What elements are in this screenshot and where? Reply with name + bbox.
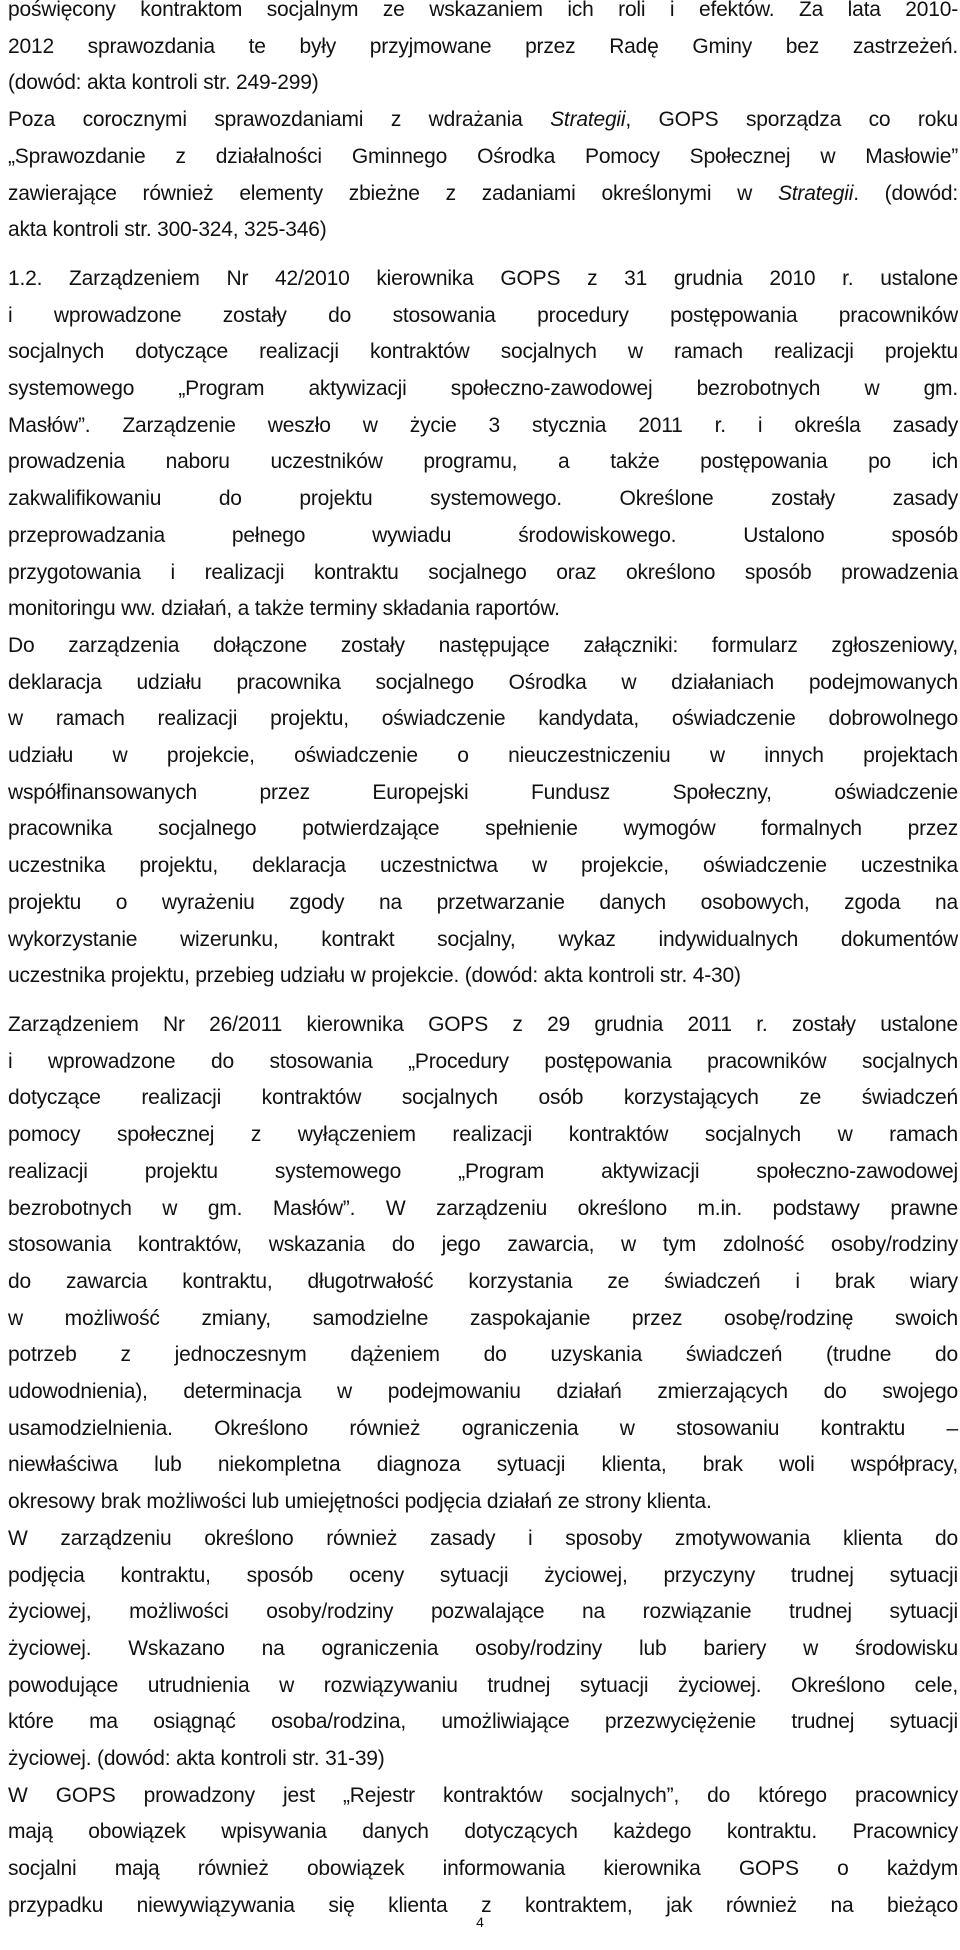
text-line: do zawarcia kontraktu, długotrwałość korzystania ze świadczeń i brak wiary: [8, 1269, 958, 1293]
text-line: pomocy społecznej z wyłączeniem realizacji kontraktów socjalnych w ramach: [8, 1123, 958, 1147]
text-line: usamodzielnienia. Określono również ograniczenia w stosowaniu kontraktu –: [8, 1416, 958, 1440]
text-line: Zarządzeniem Nr 26/2011 kierownika GOPS z 29 grudnia 2011 r. zostały ustalone: [8, 1012, 958, 1036]
text-line: powodujące utrudnienia w rozwiązywaniu trudnej sytuacji życiowej. Określono cele,: [8, 1673, 958, 1697]
text-line: W zarządzeniu określono również zasady i sposoby zmotywowania klienta do: [8, 1526, 958, 1550]
emphasis-strategy: Strategii: [777, 181, 854, 205]
text-line: udziału w projekcie, oświadczenie o nieuczestniczeniu w innych projektach: [8, 744, 958, 768]
text-run: . (dowód:: [853, 181, 958, 205]
text-line: Do zarządzenia dołączone zostały następujące załączniki: formularz zgłoszeniowy,: [8, 633, 958, 657]
text-line: socjalni mają również obowiązek informowania kierownika GOPS o każdym: [8, 1857, 958, 1881]
emphasis-strategy: Strategii: [550, 108, 626, 132]
text-line: które ma osiągnąć osoba/rodzina, umożliwiające przezwyciężenie trudnej sytuacji: [8, 1710, 958, 1734]
text-line: uczestnika projektu, deklaracja uczestnictwa w projekcie, oświadczenie uczestnika: [8, 854, 958, 878]
paragraph-client-motivation: [8, 1521, 958, 1778]
text-line: W GOPS prowadzony jest „Rejestr kontraktów socjalnych”, do którego pracownicy: [8, 1783, 958, 1807]
text-line: potrzeb z jednoczesnym dążeniem do uzyskania świadczeń (trudne do: [8, 1343, 958, 1367]
text-line: życiowej, możliwości osoby/rodziny pozwalające na rozwiązanie trudnej sytuacji: [8, 1600, 958, 1624]
text-line: mają obowiązek wpisywania danych dotyczących każdego kontraktu. Pracownicy: [8, 1820, 958, 1844]
text-line: życiowej. (dowód: akta kontroli str. 31-39): [8, 1747, 385, 1771]
text-line: dotyczące realizacji kontraktów socjalnych osób korzystających ze świadczeń: [8, 1086, 958, 1110]
text-line: w ramach realizacji projektu, oświadczenie kandydata, oświadczenie dobrowolnego: [8, 707, 958, 731]
text-line: uczestnika projektu, przebieg udziału w projekcie. (dowód: akta kontroli str. 4-30): [8, 964, 741, 988]
paragraph-ordinance-26-2011: [8, 1007, 958, 1521]
text-line: wykorzystanie wizerunku, kontrakt socjalny, wykaz indywidualnych dokumentów: [8, 927, 958, 951]
paragraph-report-approval: [8, 0, 958, 102]
text-line: socjalnych dotyczące realizacji kontraktów socjalnych w ramach realizacji projektu: [8, 340, 958, 364]
text-line: przypadku niewywiązywania się klienta z kontraktem, jak również na bieżąco: [8, 1893, 958, 1917]
text-line: współfinansowanych przez Europejski Fundusz Społeczny, oświadczenie: [8, 780, 958, 804]
text-line: przygotowania i realizacji kontraktu socjalnego oraz określono sposób prowadzenia: [8, 560, 958, 584]
text-line: okresowy brak możliwości lub umiejętności podjęcia działań ze strony klienta.: [8, 1490, 712, 1514]
text-line: [8, 102, 958, 139]
page-number: 4: [476, 1914, 484, 1930]
text-run: zawierające również elementy zbieżne z zadaniami określonymi w: [8, 181, 778, 205]
text-run: , GOPS sporządza co roku: [625, 108, 958, 132]
document-body: [8, 0, 958, 1925]
text-line: prowadzenia naboru uczestników programu, a także postępowania po ich: [8, 450, 958, 474]
text-line: w możliwość zmiany, samodzielne zaspokajanie przez osobę/rodzinę swoich: [8, 1306, 958, 1330]
text-line: niewłaściwa lub niekompletna diagnoza sytuacji klienta, brak woli współpracy,: [8, 1453, 958, 1477]
text-line: stosowania kontraktów, wskazania do jego zawarcia, w tym zdolność osoby/rodziny: [8, 1233, 958, 1257]
text-line: realizacji projektu systemowego „Program aktywizacji społeczno-zawodowej: [8, 1159, 958, 1183]
text-line: zakwalifikowaniu do projektu systemowego. Określone zostały zasady: [8, 487, 958, 511]
text-line: 2012 sprawozdania te były przyjmowane przez Radę Gminy bez zastrzeżeń.: [8, 34, 958, 58]
paragraph-gops-annual-report: [8, 102, 958, 249]
paragraph-ordinance-42-2010: [8, 261, 958, 628]
text-line: i wprowadzone do stosowania „Procedury postępowania pracowników socjalnych: [8, 1049, 958, 1073]
text-line: (dowód: akta kontroli str. 249-299): [8, 71, 319, 95]
text-line: systemowego „Program aktywizacji społeczno-zawodowej bezrobotnych w gm.: [8, 377, 958, 401]
text-line: podjęcia kontraktu, sposób oceny sytuacji życiowej, przyczyny trudnej sytuacji: [8, 1563, 958, 1587]
text-line: deklaracja udziału pracownika socjalnego Ośrodka w działaniach podejmowanych: [8, 670, 958, 694]
text-line: akta kontroli str. 300-324, 325-346): [8, 218, 327, 242]
text-line: życiowej. Wskazano na ograniczenia osoby/rodziny lub bariery w środowisku: [8, 1636, 958, 1660]
text-line: udowodnienia), determinacja w podejmowaniu działań zmierzających do swojego: [8, 1380, 958, 1404]
text-line: przeprowadzania pełnego wywiadu środowiskowego. Ustalono sposób: [8, 523, 958, 547]
paragraph-ordinance-attachments: [8, 628, 958, 995]
text-line: Masłów”. Zarządzenie weszło w życie 3 stycznia 2011 r. i określa zasady: [8, 413, 958, 437]
text-run: Poza corocznymi sprawozdaniami z wdrażania: [8, 108, 551, 132]
text-line: bezrobotnych w gm. Masłów”. W zarządzeniu określono m.in. podstawy prawne: [8, 1196, 958, 1220]
text-line: projektu o wyrażeniu zgody na przetwarzanie danych osobowych, zgoda na: [8, 890, 958, 914]
paragraph-contract-register: [8, 1778, 958, 1925]
text-line: 1.2. Zarządzeniem Nr 42/2010 kierownika GOPS z 31 grudnia 2010 r. ustalone: [8, 266, 958, 290]
text-line: [8, 176, 958, 213]
text-line: poświęcony kontraktom socjalnym ze wskazaniem ich roli i efektów. Za lata 2010-: [8, 0, 958, 21]
text-line: „Sprawozdanie z działalności Gminnego Ośrodka Pomocy Społecznej w Masłowie”: [8, 144, 958, 168]
text-line: monitoringu ww. działań, a także terminy składania raportów.: [8, 597, 560, 621]
text-line: i wprowadzone zostały do stosowania procedury postępowania pracowników: [8, 303, 958, 327]
text-line: pracownika socjalnego potwierdzające spełnienie wymogów formalnych przez: [8, 817, 958, 841]
